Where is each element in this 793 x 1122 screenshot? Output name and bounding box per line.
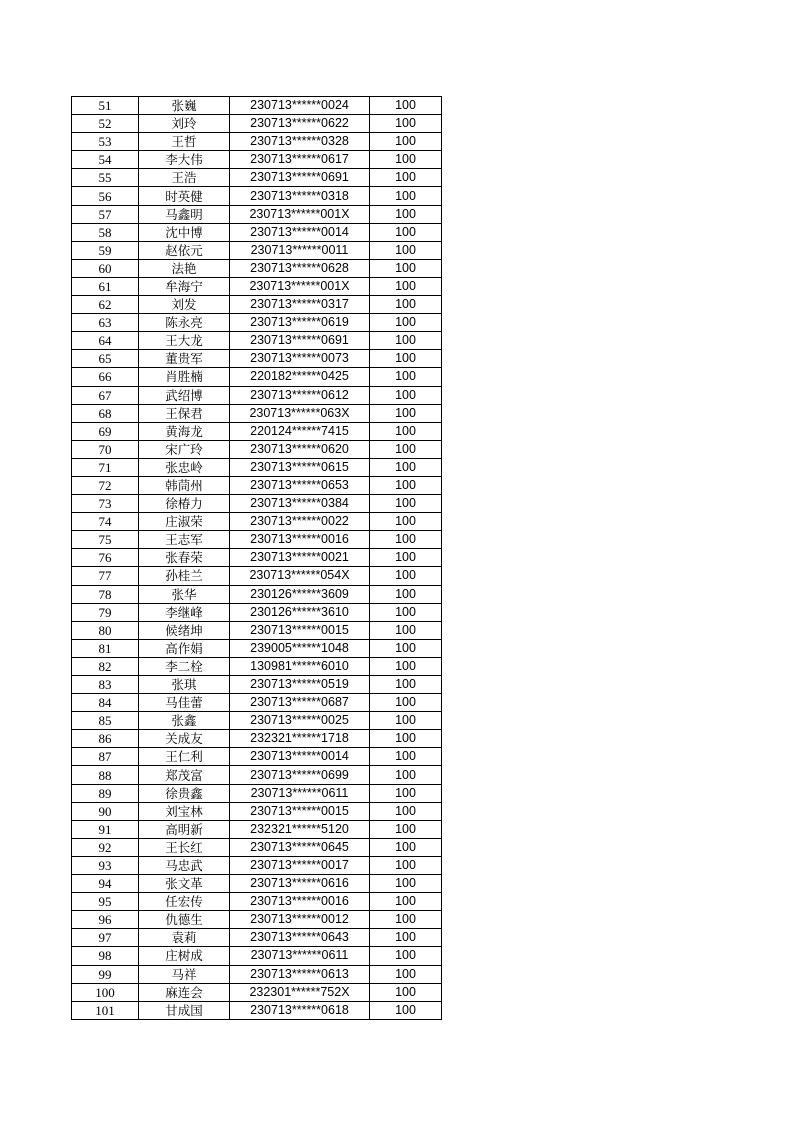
row-number-cell: 89: [72, 784, 139, 802]
score-cell: 100: [370, 694, 442, 712]
name-cell: 张琪: [139, 676, 230, 694]
table-row: [72, 495, 442, 513]
table-row: [72, 965, 442, 983]
score-cell: 100: [370, 784, 442, 802]
table-row: [72, 911, 442, 929]
score-cell: 100: [370, 169, 442, 187]
row-number-cell: 84: [72, 694, 139, 712]
id-number-cell: 230713******001X: [230, 277, 370, 295]
name-cell: 任宏传: [139, 893, 230, 911]
score-cell: 100: [370, 802, 442, 820]
score-cell: 100: [370, 386, 442, 404]
score-cell: 100: [370, 97, 442, 115]
score-cell: 100: [370, 133, 442, 151]
score-cell: 100: [370, 875, 442, 893]
table-row: [72, 1001, 442, 1019]
row-number-cell: 77: [72, 567, 139, 585]
name-cell: 韩茼州: [139, 476, 230, 494]
id-number-cell: 230713******0073: [230, 350, 370, 368]
name-cell: 郑茂富: [139, 766, 230, 784]
id-number-cell: 230713******0022: [230, 513, 370, 531]
id-number-cell: 230713******0384: [230, 495, 370, 513]
table-row: [72, 241, 442, 259]
id-number-cell: 230713******0014: [230, 748, 370, 766]
row-number-cell: 75: [72, 531, 139, 549]
name-cell: 张华: [139, 585, 230, 603]
name-cell: 关成友: [139, 730, 230, 748]
row-number-cell: 56: [72, 187, 139, 205]
table-row: [72, 296, 442, 314]
table-row: [72, 639, 442, 657]
id-number-cell: 230713******0025: [230, 712, 370, 730]
table-row: [72, 151, 442, 169]
id-number-cell: 230713******0014: [230, 223, 370, 241]
id-number-cell: 230713******0021: [230, 549, 370, 567]
table-row: [72, 386, 442, 404]
score-cell: 100: [370, 730, 442, 748]
table-row: [72, 458, 442, 476]
row-number-cell: 85: [72, 712, 139, 730]
table-row: [72, 838, 442, 856]
name-cell: 马鑫明: [139, 205, 230, 223]
name-cell: 张忠岭: [139, 458, 230, 476]
name-cell: 法艳: [139, 259, 230, 277]
name-cell: 张巍: [139, 97, 230, 115]
name-cell: 孙桂兰: [139, 567, 230, 585]
score-cell: 100: [370, 513, 442, 531]
id-number-cell: 230713******0611: [230, 784, 370, 802]
table-row: [72, 97, 442, 115]
name-cell: 刘发: [139, 296, 230, 314]
name-cell: 董贵军: [139, 350, 230, 368]
score-cell: 100: [370, 205, 442, 223]
score-cell: 100: [370, 314, 442, 332]
score-cell: 100: [370, 766, 442, 784]
row-number-cell: 96: [72, 911, 139, 929]
score-cell: 100: [370, 947, 442, 965]
row-number-cell: 101: [72, 1001, 139, 1019]
row-number-cell: 52: [72, 115, 139, 133]
id-number-cell: 230713******0699: [230, 766, 370, 784]
id-number-cell: 230713******063X: [230, 404, 370, 422]
name-cell: 候绪坤: [139, 621, 230, 639]
table-row: [72, 856, 442, 874]
row-number-cell: 60: [72, 259, 139, 277]
table-row: [72, 115, 442, 133]
name-cell: 赵依元: [139, 241, 230, 259]
table-row: [72, 277, 442, 295]
table-row: [72, 223, 442, 241]
id-number-cell: 230713******0645: [230, 838, 370, 856]
score-cell: 100: [370, 458, 442, 476]
id-number-cell: 230713******0618: [230, 1001, 370, 1019]
score-cell: 100: [370, 549, 442, 567]
score-cell: 100: [370, 911, 442, 929]
row-number-cell: 59: [72, 241, 139, 259]
id-number-cell: 230713******0691: [230, 169, 370, 187]
roster-body: [72, 97, 442, 1020]
name-cell: 刘玲: [139, 115, 230, 133]
row-number-cell: 57: [72, 205, 139, 223]
row-number-cell: 55: [72, 169, 139, 187]
row-number-cell: 54: [72, 151, 139, 169]
row-number-cell: 78: [72, 585, 139, 603]
name-cell: 徐贵鑫: [139, 784, 230, 802]
score-cell: 100: [370, 748, 442, 766]
row-number-cell: 94: [72, 875, 139, 893]
name-cell: 李大伟: [139, 151, 230, 169]
score-cell: 100: [370, 368, 442, 386]
id-number-cell: 220182******0425: [230, 368, 370, 386]
id-number-cell: 230713******0016: [230, 893, 370, 911]
score-cell: 100: [370, 476, 442, 494]
score-cell: 100: [370, 495, 442, 513]
table-row: [72, 133, 442, 151]
id-number-cell: 130981******6010: [230, 657, 370, 675]
score-cell: 100: [370, 567, 442, 585]
score-cell: 100: [370, 983, 442, 1001]
table-row: [72, 531, 442, 549]
name-cell: 王浩: [139, 169, 230, 187]
score-cell: 100: [370, 277, 442, 295]
id-number-cell: 232321******5120: [230, 820, 370, 838]
id-number-cell: 220124******7415: [230, 422, 370, 440]
row-number-cell: 76: [72, 549, 139, 567]
id-number-cell: 230713******0612: [230, 386, 370, 404]
table-row: [72, 404, 442, 422]
id-number-cell: 230713******0643: [230, 929, 370, 947]
name-cell: 沈中博: [139, 223, 230, 241]
table-row: [72, 621, 442, 639]
table-row: [72, 730, 442, 748]
row-number-cell: 100: [72, 983, 139, 1001]
row-number-cell: 64: [72, 332, 139, 350]
row-number-cell: 53: [72, 133, 139, 151]
table-row: [72, 802, 442, 820]
row-number-cell: 72: [72, 476, 139, 494]
id-number-cell: 232301******752X: [230, 983, 370, 1001]
id-number-cell: 230713******0017: [230, 856, 370, 874]
row-number-cell: 69: [72, 422, 139, 440]
id-number-cell: 232321******1718: [230, 730, 370, 748]
id-number-cell: 230713******0687: [230, 694, 370, 712]
row-number-cell: 61: [72, 277, 139, 295]
score-cell: 100: [370, 820, 442, 838]
id-number-cell: 230713******0620: [230, 440, 370, 458]
score-cell: 100: [370, 639, 442, 657]
score-cell: 100: [370, 223, 442, 241]
table-row: [72, 784, 442, 802]
id-number-cell: 230713******0617: [230, 151, 370, 169]
name-cell: 时英健: [139, 187, 230, 205]
name-cell: 王大龙: [139, 332, 230, 350]
row-number-cell: 70: [72, 440, 139, 458]
row-number-cell: 68: [72, 404, 139, 422]
row-number-cell: 90: [72, 802, 139, 820]
name-cell: 徐椿力: [139, 495, 230, 513]
table-row: [72, 603, 442, 621]
id-number-cell: 230126******3609: [230, 585, 370, 603]
row-number-cell: 82: [72, 657, 139, 675]
table-row: [72, 820, 442, 838]
id-number-cell: 230713******0622: [230, 115, 370, 133]
score-cell: 100: [370, 440, 442, 458]
score-cell: 100: [370, 115, 442, 133]
table-row: [72, 259, 442, 277]
score-cell: 100: [370, 531, 442, 549]
id-number-cell: 230713******0653: [230, 476, 370, 494]
table-row: [72, 549, 442, 567]
id-number-cell: 230126******3610: [230, 603, 370, 621]
row-number-cell: 86: [72, 730, 139, 748]
id-number-cell: 230713******0016: [230, 531, 370, 549]
name-cell: 高明新: [139, 820, 230, 838]
score-cell: 100: [370, 929, 442, 947]
id-number-cell: 230713******0328: [230, 133, 370, 151]
roster-table: [71, 96, 442, 1020]
name-cell: 李继峰: [139, 603, 230, 621]
table-row: [72, 694, 442, 712]
table-row: [72, 314, 442, 332]
name-cell: 王仁利: [139, 748, 230, 766]
name-cell: 王长红: [139, 838, 230, 856]
name-cell: 张鑫: [139, 712, 230, 730]
name-cell: 王志军: [139, 531, 230, 549]
row-number-cell: 88: [72, 766, 139, 784]
name-cell: 牟海宁: [139, 277, 230, 295]
score-cell: 100: [370, 712, 442, 730]
row-number-cell: 51: [72, 97, 139, 115]
table-row: [72, 440, 442, 458]
row-number-cell: 58: [72, 223, 139, 241]
id-number-cell: 230713******0015: [230, 802, 370, 820]
id-number-cell: 230713******0616: [230, 875, 370, 893]
row-number-cell: 65: [72, 350, 139, 368]
name-cell: 马忠武: [139, 856, 230, 874]
score-cell: 100: [370, 603, 442, 621]
score-cell: 100: [370, 676, 442, 694]
name-cell: 马祥: [139, 965, 230, 983]
name-cell: 甘成国: [139, 1001, 230, 1019]
table-row: [72, 893, 442, 911]
id-number-cell: 230713******0011: [230, 241, 370, 259]
row-number-cell: 92: [72, 838, 139, 856]
row-number-cell: 97: [72, 929, 139, 947]
name-cell: 宋广玲: [139, 440, 230, 458]
score-cell: 100: [370, 296, 442, 314]
table-row: [72, 875, 442, 893]
table-row: [72, 929, 442, 947]
id-number-cell: 230713******0628: [230, 259, 370, 277]
score-cell: 100: [370, 1001, 442, 1019]
score-cell: 100: [370, 856, 442, 874]
table-row: [72, 187, 442, 205]
score-cell: 100: [370, 187, 442, 205]
name-cell: 王保君: [139, 404, 230, 422]
name-cell: 武绍博: [139, 386, 230, 404]
table-row: [72, 657, 442, 675]
row-number-cell: 80: [72, 621, 139, 639]
score-cell: 100: [370, 332, 442, 350]
id-number-cell: 239005******1048: [230, 639, 370, 657]
row-number-cell: 81: [72, 639, 139, 657]
id-number-cell: 230713******054X: [230, 567, 370, 585]
row-number-cell: 73: [72, 495, 139, 513]
table-row: [72, 513, 442, 531]
name-cell: 刘宝林: [139, 802, 230, 820]
name-cell: 高作娟: [139, 639, 230, 657]
id-number-cell: 230713******0611: [230, 947, 370, 965]
id-number-cell: 230713******0024: [230, 97, 370, 115]
name-cell: 马佳蕾: [139, 694, 230, 712]
table-row: [72, 585, 442, 603]
table-row: [72, 766, 442, 784]
row-number-cell: 99: [72, 965, 139, 983]
name-cell: 袁莉: [139, 929, 230, 947]
score-cell: 100: [370, 241, 442, 259]
table-row: [72, 947, 442, 965]
name-cell: 李二栓: [139, 657, 230, 675]
name-cell: 黄海龙: [139, 422, 230, 440]
score-cell: 100: [370, 404, 442, 422]
row-number-cell: 83: [72, 676, 139, 694]
row-number-cell: 62: [72, 296, 139, 314]
id-number-cell: 230713******0691: [230, 332, 370, 350]
name-cell: 庄淑荣: [139, 513, 230, 531]
id-number-cell: 230713******0619: [230, 314, 370, 332]
row-number-cell: 91: [72, 820, 139, 838]
id-number-cell: 230713******001X: [230, 205, 370, 223]
row-number-cell: 95: [72, 893, 139, 911]
score-cell: 100: [370, 259, 442, 277]
name-cell: 陈永亮: [139, 314, 230, 332]
name-cell: 仇德生: [139, 911, 230, 929]
id-number-cell: 230713******0318: [230, 187, 370, 205]
id-number-cell: 230713******0519: [230, 676, 370, 694]
row-number-cell: 79: [72, 603, 139, 621]
row-number-cell: 67: [72, 386, 139, 404]
score-cell: 100: [370, 893, 442, 911]
table-row: [72, 368, 442, 386]
table-row: [72, 712, 442, 730]
score-cell: 100: [370, 151, 442, 169]
name-cell: 张文革: [139, 875, 230, 893]
table-row: [72, 205, 442, 223]
score-cell: 100: [370, 621, 442, 639]
score-cell: 100: [370, 585, 442, 603]
row-number-cell: 74: [72, 513, 139, 531]
name-cell: 王哲: [139, 133, 230, 151]
table-row: [72, 422, 442, 440]
score-cell: 100: [370, 965, 442, 983]
row-number-cell: 87: [72, 748, 139, 766]
score-cell: 100: [370, 657, 442, 675]
id-number-cell: 230713******0012: [230, 911, 370, 929]
table-row: [72, 676, 442, 694]
table-row: [72, 332, 442, 350]
table-row: [72, 748, 442, 766]
id-number-cell: 230713******0317: [230, 296, 370, 314]
score-cell: 100: [370, 422, 442, 440]
table-row: [72, 169, 442, 187]
score-cell: 100: [370, 350, 442, 368]
id-number-cell: 230713******0615: [230, 458, 370, 476]
name-cell: 张春荣: [139, 549, 230, 567]
name-cell: 麻连会: [139, 983, 230, 1001]
table-row: [72, 567, 442, 585]
score-cell: 100: [370, 838, 442, 856]
row-number-cell: 93: [72, 856, 139, 874]
row-number-cell: 98: [72, 947, 139, 965]
row-number-cell: 66: [72, 368, 139, 386]
table-row: [72, 476, 442, 494]
name-cell: 肖胜楠: [139, 368, 230, 386]
row-number-cell: 71: [72, 458, 139, 476]
id-number-cell: 230713******0613: [230, 965, 370, 983]
table-row: [72, 983, 442, 1001]
name-cell: 庄树成: [139, 947, 230, 965]
id-number-cell: 230713******0015: [230, 621, 370, 639]
row-number-cell: 63: [72, 314, 139, 332]
table-row: [72, 350, 442, 368]
